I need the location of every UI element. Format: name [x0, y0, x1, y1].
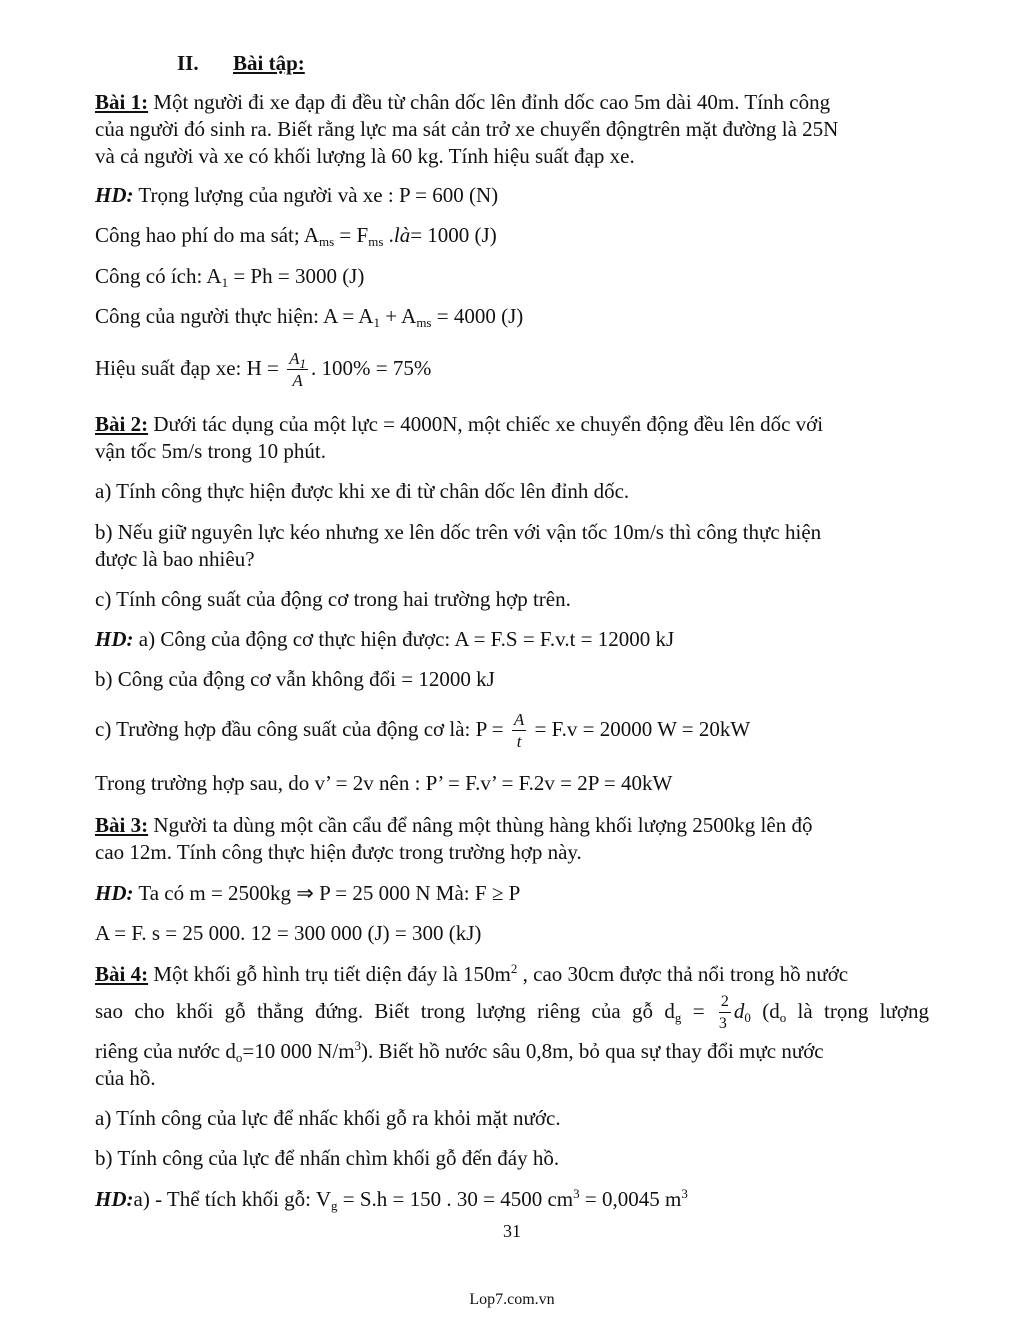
- bai2-hd-a: HD: a) Công của động cơ thực hiện được: A = F.S = F.v.t = 12000 kJ: [95, 627, 675, 651]
- bai1-line3: và cả người và xe có khối lượng là 60 kg. Tính hiệu suất đạp xe.: [95, 144, 635, 168]
- bai1-hd3: Công có ích: $A_1 = Ph = 3000$ (J): [95, 264, 365, 290]
- bai1-hd2: Công hao phí do ma sát; $A_{ms} = F_{ms}$ .là= 1000 (J): [95, 223, 497, 249]
- bai4-line1: Bài 4: Một khối gỗ hình trụ tiết diện đáy là $150m^2$ , cao 30cm được thả nổi trong hồ nước: [95, 961, 849, 986]
- efficiency-fraction: $\frac{A_1}{A}$: [289, 348, 307, 390]
- page-number: 31: [503, 1221, 521, 1241]
- bai1-line2: của người đó sinh ra. Biết rằng lực ma sát cản trở xe chuyển độngtrên mặt đường là 25N: [95, 117, 839, 141]
- bai3-hd1: HD: Ta có m = 2500kg ⇒ P = 25 000 N Mà: F ≥ P: [95, 881, 521, 905]
- hd-label: HD:: [95, 1187, 134, 1211]
- bai4-label: Bài 4:: [95, 962, 149, 986]
- density-fraction: $\frac{2}{3}$: [718, 992, 729, 1032]
- bai2-hd-b: b) Công của động cơ vẫn không đổi = 12000 kJ: [95, 667, 495, 691]
- bai3-line2: cao 12m. Tính công thực hiện được trong trường hợp này.: [95, 840, 582, 864]
- hd-label: HD:: [95, 627, 134, 651]
- bai4-question-a: a) Tính công của lực để nhấc khối gỗ ra khỏi mặt nước.: [95, 1106, 561, 1130]
- section-number: II.: [177, 51, 199, 75]
- bai2-hd-c: c) Trường hợp đầu công suất của động cơ là: P = $\frac{A}{t}$ = F.v = 20000 W = 20kW: [95, 709, 751, 751]
- bai3-hd2: A = F. s = 25 000. 12 = 300 000 (J) = 300 (kJ): [95, 921, 482, 945]
- footer-site: Lop7.com.vn: [469, 1291, 555, 1308]
- bai4-line2: sao cho khối gỗ thẳng đứng. Biết trong lượng riêng của gỗ $d_g$ = $\frac{2}{3}$ $d_0$ ($d_o$ là trọng lượng: [95, 988, 929, 1035]
- bai2-question-c: c) Tính công suất của động cơ trong hai trường hợp trên.: [95, 587, 571, 611]
- bai1-hd4: Công của người thực hiện: $A = A_1 + A_{ms} = 4000$ (J): [95, 304, 524, 330]
- bai2-hd-d: Trong trường hợp sau, do v’ = 2v nên : P’ = F.v’ = F.2v = 2P = 40kW: [95, 771, 673, 795]
- bai1-line1: Bài 1: Một người đi xe đạp đi đều từ chân dốc lên đỉnh dốc cao 5m dài 40m. Tính công: [95, 90, 831, 114]
- bai3-label: Bài 3:: [95, 813, 149, 837]
- section-title: Bài tập:: [233, 51, 305, 75]
- bai1-hd5: Hiệu suất đạp xe: H = $\frac{A_1}{A}$ . 100% = 75%: [95, 348, 432, 390]
- bai2-question-b1: b) Nếu giữ nguyên lực kéo nhưng xe lên dốc trên với vận tốc 10m/s thì công thực hiện: [95, 520, 822, 544]
- bai2-question-b2: được là bao nhiêu?: [95, 547, 255, 571]
- bai1-label: Bài 1:: [95, 90, 149, 114]
- bai4-line4: của hồ.: [95, 1066, 156, 1090]
- bai2-line1: Bài 2: Dưới tác dụng của một lực = 4000N, một chiếc xe chuyển động đều lên dốc với: [95, 412, 824, 436]
- hd-label: HD:: [95, 881, 134, 905]
- bai4-hd1: HD:a) - Thể tích khối gỗ: $V_g = S.h = 150$ . 30 = 4500 $cm^3 = 0,0045$ $m^3$: [95, 1186, 688, 1213]
- bai3-line1: Bài 3: Người ta dùng một cần cẩu để nâng một thùng hàng khối lượng 2500kg lên độ: [95, 813, 813, 837]
- bai4-line3: riêng của nước $d_o=10$ 000 $N/m^3$). Biết hồ nước sâu 0,8m, bỏ qua sự thay đổi mực nước: [95, 1038, 824, 1065]
- bai2-question-a: a) Tính công thực hiện được khi xe đi từ chân dốc lên đỉnh dốc.: [95, 479, 630, 503]
- power-fraction: $\frac{A}{t}$: [513, 709, 525, 751]
- bai4-question-b: b) Tính công của lực để nhấn chìm khối gỗ đến đáy hồ.: [95, 1146, 560, 1170]
- bai1-hd1: HD: Trọng lượng của người và xe : P = 600 (N): [95, 183, 499, 207]
- bai2-line2: vận tốc 5m/s trong 10 phút.: [95, 439, 326, 463]
- bai2-label: Bài 2:: [95, 412, 149, 436]
- hd-label: HD:: [95, 183, 134, 207]
